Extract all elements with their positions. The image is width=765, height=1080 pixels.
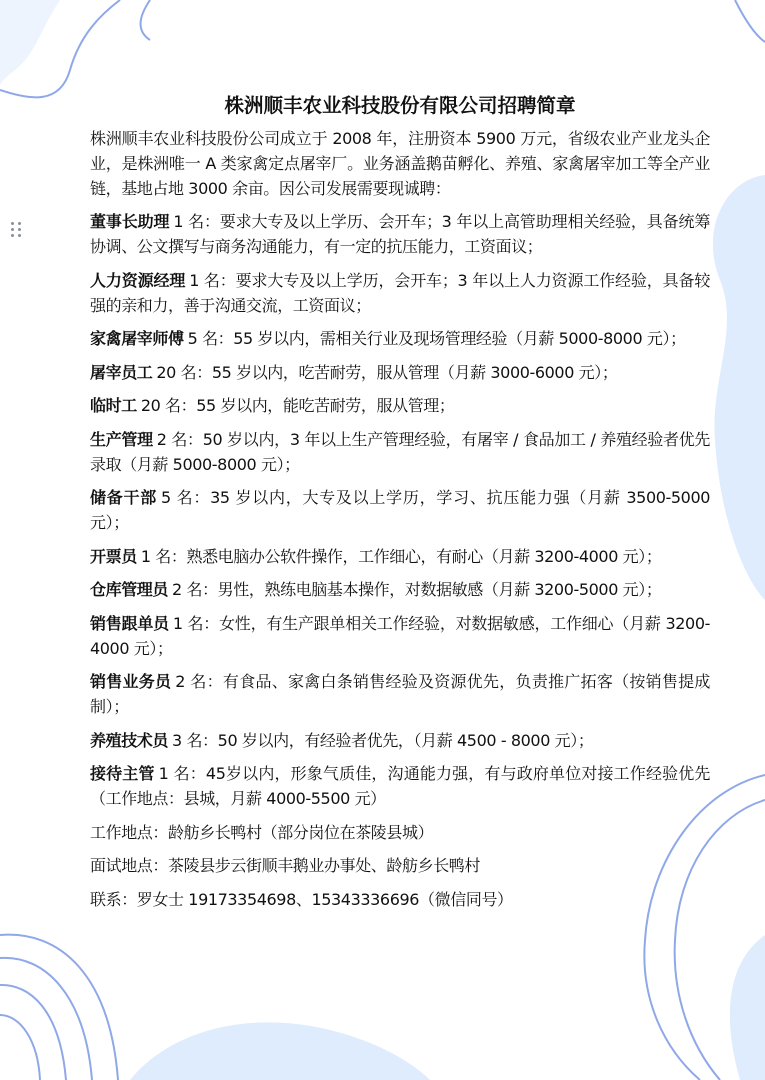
job-description: 20 名：55 岁以内，吃苦耐劳，服从管理（月薪 3000-6000 元）；: [156, 362, 618, 382]
job-entry: [90, 577, 710, 602]
job-description: 2 名：男性，熟练电脑基本操作，对数据敏感（月薪 3200-5000 元）；: [172, 580, 662, 599]
job-title: 销售业务员: [90, 672, 172, 691]
company-intro: 株洲顺丰农业科技股份公司成立于 2008 年，注册资本 5900 万元，省级农业产业龙头企业，是株洲唯一 A 类家禽定点屠宰厂。业务涵盖鹅苗孵化、养殖、家禽屠宰加工等全产业链，基地占地 3000 余亩。因公司发展需要现诚聘：: [90, 129, 710, 198]
job-entry: [90, 427, 710, 477]
job-description: 1 名：熟悉电脑办公软件操作，工作细心，有耐心（月薪 3200-4000 元）；: [140, 546, 662, 566]
job-description: 2 名：50 岁以内，3 年以上生产管理经验，有屠宰 / 食品加工 / 养殖经验者优先录取（月薪 5000-8000 元）；: [90, 429, 711, 474]
job-entry: [90, 485, 710, 535]
job-title: 仓库管理员: [90, 580, 169, 599]
document-content: [90, 92, 710, 920]
job-title: 销售跟单员: [90, 613, 169, 633]
job-title: 董事长助理: [90, 212, 170, 231]
job-title: 临时工: [90, 396, 137, 415]
job-title: 家禽屠宰师傅: [90, 329, 184, 348]
job-entry: [90, 326, 710, 351]
job-description: 5 名：55 岁以内，需相关行业及现场管理经验（月薪 5000-8000 元）；: [187, 329, 686, 348]
job-entry: [90, 669, 710, 719]
job-entry: [90, 544, 710, 569]
job-description: 1 名：要求大专及以上学历，会开车；3 年以上人力资源工作经验，具备较强的亲和力，善于沟通交流，工资面议；: [90, 270, 710, 315]
job-entry: [90, 360, 710, 385]
job-entry: [90, 728, 710, 753]
job-entry: [90, 611, 710, 661]
job-description: 1 名：女性，有生产跟单相关工作经验，对数据敏感，工作细心（月薪 3200-4000 元）；: [90, 613, 710, 658]
job-title: 生产管理: [90, 429, 153, 449]
job-description: 2 名：有食品、家禽白条销售经验及资源优先，负责推广拓客（按销售提成制）；: [90, 672, 710, 716]
job-title: 人力资源经理: [90, 270, 186, 290]
job-title: 接待主管: [90, 764, 155, 783]
job-description: 20 名：55 岁以内，能吃苦耐劳，服从管理；: [140, 396, 455, 415]
drag-handle-icon[interactable]: [11, 222, 23, 240]
job-entry: [90, 393, 710, 418]
job-title: 屠宰员工: [90, 362, 153, 382]
job-entry: [90, 209, 710, 259]
job-title: 开票员: [90, 546, 137, 566]
job-title: 养殖技术员: [90, 730, 169, 750]
job-list: [90, 209, 710, 811]
contact-info: 联系：罗女士 19173354698、15343336696（微信同号）: [90, 889, 513, 909]
job-title: 储备干部: [90, 488, 157, 507]
page-title: 株洲顺丰农业科技股份有限公司招聘简章: [224, 94, 576, 117]
job-description: 5 名：35 岁以内，大专及以上学历，学习、抗压能力强（月薪 3500-5000 元）；: [90, 488, 710, 532]
job-description: 1 名：45岁以内，形象气质佳，沟通能力强，有与政府单位对接工作经验优先（工作地点：县城，月薪 4000-5500 元）: [90, 764, 710, 808]
job-entry: [90, 761, 710, 811]
job-entry: [90, 268, 710, 318]
work-location: 工作地点：龄舫乡长鸭村（部分岗位在茶陵县城）: [90, 822, 434, 842]
job-description: 1 名：要求大专及以上学历、会开车；3 年以上高管助理相关经验，具备统筹协调、公文撰写与商务沟通能力，有一定的抗压能力，工资面议；: [90, 212, 710, 256]
job-description: 3 名：50 岁以内，有经验者优先，（月薪 4500 - 8000 元）；: [172, 730, 594, 750]
interview-location: 面试地点：茶陵县步云街顺丰鹅业办事处、龄舫乡长鸭村: [90, 856, 481, 875]
